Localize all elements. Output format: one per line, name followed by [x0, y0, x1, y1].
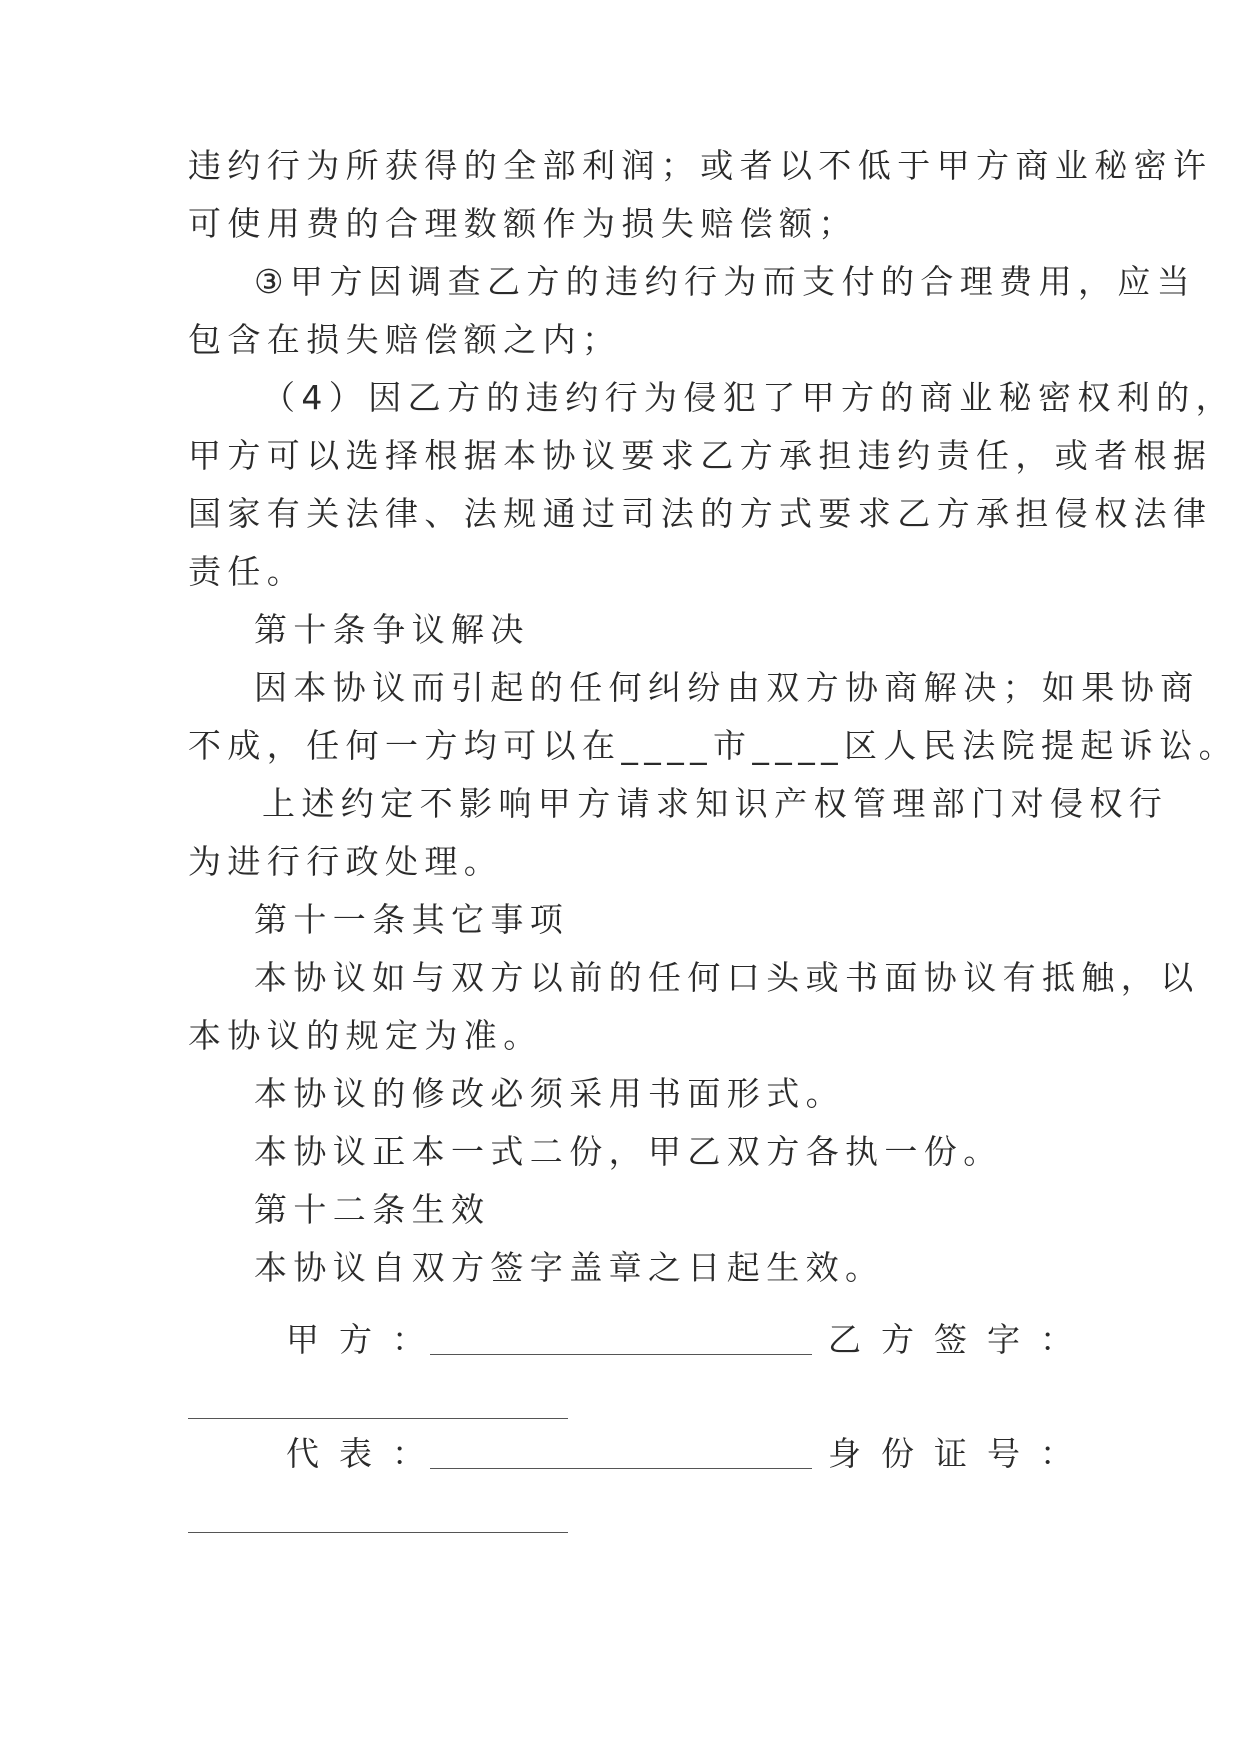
representative-blank [430, 1468, 812, 1469]
text-line-20: 本协议自双方签字盖章之日起生效。 [254, 1248, 885, 1287]
text-line-15: 本协议如与双方以前的任何口头或书面协议有抵触，以 [254, 958, 1200, 997]
text-line-7: 国家有关法律、法规通过司法的方式要求乙方承担侵权法律 [188, 494, 1213, 533]
section-heading-12: 第十二条生效 [254, 1190, 491, 1229]
signature-row-party [188, 1318, 1093, 1362]
text-line-10: 因本协议而引起的任何纠纷由双方协商解决；如果协商 [254, 668, 1200, 707]
text-line-13: 为进行行政处理。 [188, 842, 504, 881]
text-line-5: （4）因乙方的违约行为侵犯了甲方的商业秘密权利的， [262, 378, 1235, 417]
party-b-sign-blank [188, 1418, 568, 1419]
text-line-1: 违约行为所获得的全部利润；或者以不低于甲方商业秘密许 [188, 146, 1213, 185]
section-heading-10: 第十条争议解决 [254, 610, 530, 649]
id-number-blank [188, 1532, 568, 1533]
representative-label: 代表： [286, 1434, 445, 1473]
section-heading-11: 第十一条其它事项 [254, 900, 570, 939]
text-line-16: 本协议的规定为准。 [188, 1016, 543, 1055]
text-line-2: 可使用费的合理数额作为损失赔偿额； [188, 204, 858, 243]
text-line-18: 本协议正本一式二份，甲乙双方各执一份。 [254, 1132, 1003, 1171]
text-line-8: 责任。 [188, 552, 307, 591]
signature-row-representative [188, 1432, 1093, 1476]
text-line-3: ③甲方因调查乙方的违约行为而支付的合理费用，应当 [254, 262, 1197, 301]
party-b-sign-label: 乙方签字： [828, 1320, 1093, 1359]
party-a-blank [430, 1354, 812, 1355]
text-line-12: 上述约定不影响甲方请求知识产权管理部门对侵权行 [262, 784, 1169, 823]
text-line-11: 不成，任何一方均可以在____市____区人民法院提起诉讼。 [188, 726, 1238, 765]
text-line-4: 包含在损失赔偿额之内； [188, 320, 622, 359]
party-a-label: 甲方： [286, 1320, 445, 1359]
id-number-label: 身份证号： [828, 1434, 1093, 1473]
text-line-6: 甲方可以选择根据本协议要求乙方承担违约责任，或者根据 [188, 436, 1213, 475]
text-line-17: 本协议的修改必须采用书面形式。 [254, 1074, 845, 1113]
